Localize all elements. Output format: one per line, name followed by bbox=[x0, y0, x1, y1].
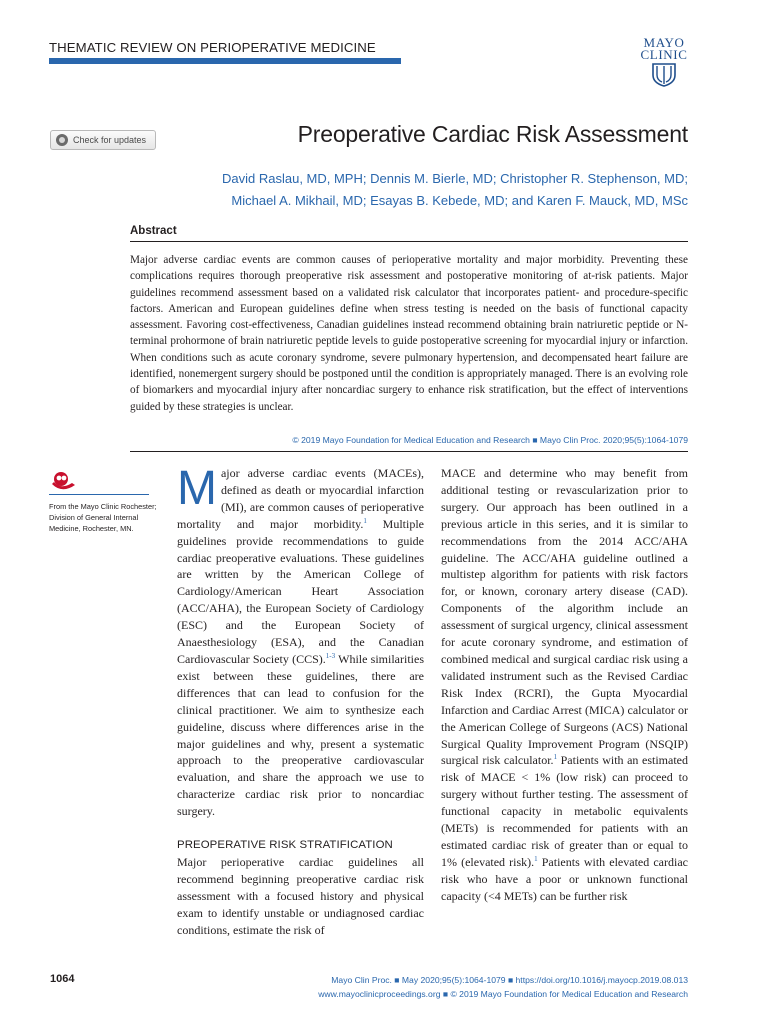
body-column-1 bbox=[177, 462, 424, 938]
section-heading-risk-stratification: PREOPERATIVE RISK STRATIFICATION bbox=[177, 839, 393, 852]
check-for-updates-label: Check for updates bbox=[73, 135, 147, 145]
drop-cap: M bbox=[177, 462, 217, 515]
abstract-heading: Abstract bbox=[130, 225, 177, 237]
intro-text-a: ajor adverse cardiac events (MACEs), defined as death or myocardial infarction (MI), are common causes of perioperative mortality and major morbidity. bbox=[177, 466, 424, 531]
author-list bbox=[128, 168, 688, 212]
abstract-body: Major adverse cardiac events are common causes of perioperative mortality and major morbidity. Preventing these complications requires thorough preoperative risk assessment and postoperative monitoring of at-risk patients. Major guidelines recommend assessment based on a validated risk calculator that incorporates patient- and procedure-specific factors. American and European guidelines define when stress testing is needed on the basis of functional capacity assessment. Favoring cost-effectiveness, Canadian guidelines instead recommend obtaining brain natriuretic peptide or N-terminal prohormone of brain natriuretic peptide levels to guide postoperative screening for myocardial injury or infarction. When conditions such as acute coronary syndrome, severe pulmonary hypertension, and decompensated heart failure are identified, nonemergent surgery should be postponed until the condition is appropriately managed. There is an evolving role of biomarkers and myocardial injury after noncardiac surgery to enhance risk stratification, but the effect of interventions guided by these strategies is unclear. bbox=[130, 254, 688, 413]
cme-badge-icon bbox=[50, 470, 76, 490]
check-for-updates-button[interactable] bbox=[50, 130, 156, 150]
abstract-rule-top bbox=[130, 241, 688, 242]
body-column-2 bbox=[441, 465, 688, 905]
risk-paragraph-cont bbox=[441, 465, 688, 905]
logo-word-mayo: MAYO bbox=[643, 35, 685, 50]
intro-paragraph bbox=[177, 462, 424, 820]
ref-link-1[interactable]: 1 bbox=[363, 516, 367, 525]
page-number: 1064 bbox=[50, 973, 75, 985]
risk-text-c: Patients with elevated cardiac risk who have a poor or unknown functional capacity (<4 METs) can be further risk bbox=[441, 854, 688, 903]
abstract-rule-bottom bbox=[130, 451, 688, 452]
abstract-copyright[interactable]: © 2019 Mayo Foundation for Medical Education and Research ■ Mayo Clin Proc. 2020;95(5):1064-1079 bbox=[292, 435, 688, 445]
intro-text-b: Multiple guidelines provide recommendations to guide cardiac preoperative evaluations. These guidelines are written by the American College of Cardiology/American Heart Association (ACC/AHA), the European Society of Cardiology (ESC) and the European Society of Anaesthesiology (ESA), and the Canadian Cardiovascular Society (CCS). bbox=[177, 516, 424, 666]
affiliation-note: From the Mayo Clinic Rochester; Division of General Internal Medicine, Rochester, MN. bbox=[49, 502, 157, 533]
series-rule bbox=[49, 58, 401, 64]
sidebar-rule bbox=[49, 494, 149, 495]
footer-website[interactable]: www.mayoclinicproceedings.org ■ © 2019 Mayo Foundation for Medical Education and Research bbox=[318, 989, 688, 999]
ref-link-1-3[interactable]: 1-3 bbox=[325, 651, 336, 660]
logo-word-clinic: CLINIC bbox=[640, 47, 688, 62]
footer-citation[interactable]: Mayo Clin Proc. ■ May 2020;95(5):1064-1079 ■ https://doi.org/10.1016/j.mayocp.2019.08.013 bbox=[331, 975, 688, 985]
risk-text-b: Patients with an estimated risk of MACE < 1% (low risk) can proceed to surgery without further testing. The assessment of functional capacity in metabolic equivalents (METs) is recommended for patients with an estimated cardiac risk of greater than or equal to 1% (elevated risk). bbox=[441, 753, 688, 869]
intro-text-c: While similarities exist between these guidelines, there are differences that can lead to confusion for the clinical practitioner. We aim to synthesize each guideline, discuss where differences arise in the major guidelines and why, present a systematic approach to the preoperative cardiovascular evaluation, and share the approach we use to characterize cardiac risk prior to noncardiac surgery. bbox=[177, 651, 424, 819]
mayo-shield-icon bbox=[651, 63, 677, 87]
risk-paragraph-start: Major perioperative cardiac guidelines all recommend beginning preoperative cardiac risk assessment with a focused history and physical exam to identify unstable or undiagnosed cardiac conditions, estimate the risk of bbox=[177, 854, 424, 937]
authors-line-2[interactable]: Michael A. Mikhail, MD; Esayas B. Kebede, MD; and Karen F. Mauck, MD, MSc bbox=[231, 193, 688, 208]
series-label: THEMATIC REVIEW ON PERIOPERATIVE MEDICINE bbox=[49, 40, 376, 55]
ref-link-1c[interactable]: 1 bbox=[534, 854, 538, 863]
risk-text-a: MACE and determine who may benefit from additional testing or revascularization prior to surgery. Our approach has been outlined in a previous article in this series, and it is similar to recommendations from the 2014 ACC/AHA guideline. The ACC/AHA guideline outlined a multistep algorithm for patients with risk factors for, or known, coronary artery disease (CAD). Components of the algorithm include an assessment of surgical urgency, clinical assessment for acute coronary syndrome, and estimation of combined medical and surgical cardiac risk using a validated instrument such as the Revised Cardiac Risk Index (RCRI), the Gupta Myocardial Infarction and Cardiac Arrest (MICA) calculator or the American College of Surgeons (ACS) National Surgical Quality Improvement Program (NSQIP) surgical risk calculator. bbox=[441, 466, 688, 768]
authors-line-1[interactable]: David Raslau, MD, MPH; Dennis M. Bierle, MD; Christopher R. Stephenson, MD; bbox=[222, 171, 688, 186]
mayo-clinic-logo bbox=[634, 37, 694, 87]
ref-link-1b[interactable]: 1 bbox=[553, 753, 558, 762]
article-title: Preoperative Cardiac Risk Assessment bbox=[297, 121, 688, 147]
crossmark-icon bbox=[56, 134, 68, 146]
